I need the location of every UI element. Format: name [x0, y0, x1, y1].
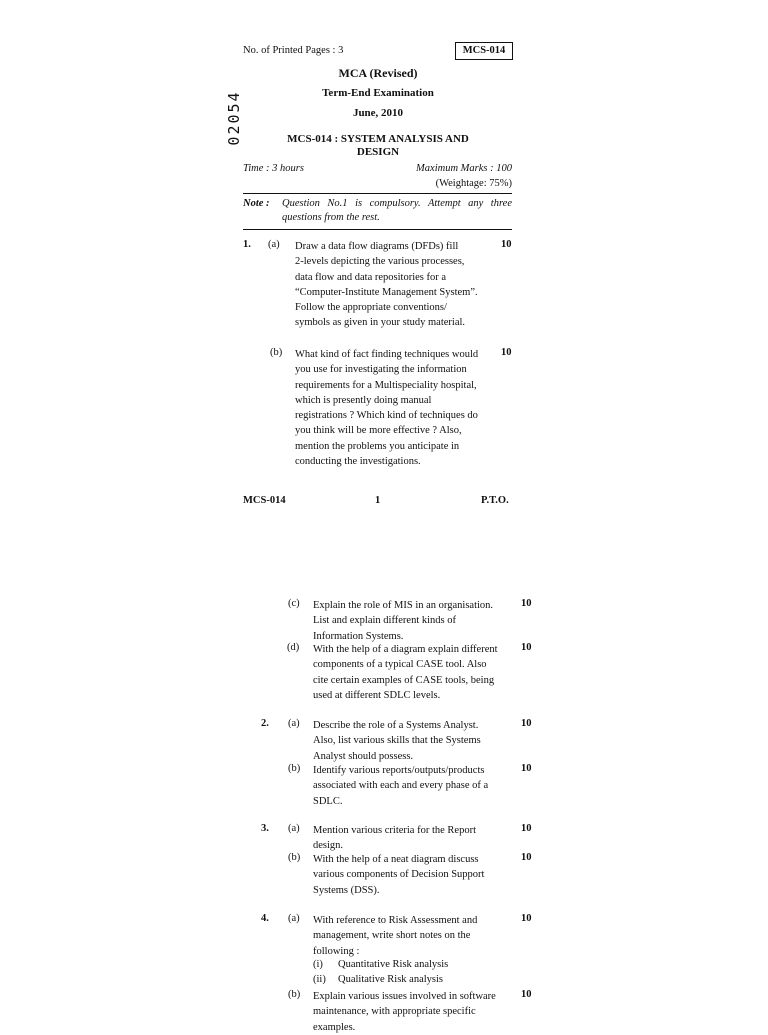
part-label: (b) [288, 989, 301, 1000]
part-label: (a) [288, 823, 300, 834]
note-line2: questions from the rest. [282, 212, 380, 223]
divider-top [243, 193, 512, 194]
sub-item-label: (ii) [313, 974, 326, 985]
question-text: With the help of a diagram explain different components of a typical CASE tool. Also cite certain examples of CASE tools, being used at different SDLC levels. [313, 644, 498, 701]
question-text: With reference to Risk Assessment and management, write short notes on the following : [313, 915, 478, 957]
question-text: What kind of fact finding techniques would you use for investigating the information requirements for a Multispeciality hospital, which is presently doing manual registrations ? Which kind of techniques do you think will be more effective ? Also, mention the problems you anticipate in conducting the investigations. [295, 349, 479, 468]
note-line1: Question No.1 is compulsory. Attempt any three [282, 198, 512, 209]
part-label: (b) [288, 852, 301, 863]
divider-bottom [243, 229, 512, 230]
weightage: (Weightage: 75%) [435, 178, 512, 189]
marks: 10 [501, 347, 512, 358]
footer-page-number: 1 [375, 495, 381, 506]
marks: 10 [521, 823, 532, 834]
exam-time: Time : 3 hours [243, 163, 304, 174]
marks: 10 [521, 852, 532, 863]
question-number: 3. [261, 823, 269, 834]
course-title-line1: MCS-014 : SYSTEM ANALYSIS AND [287, 133, 469, 145]
question-number: 2. [261, 718, 269, 729]
question-text: Draw a data flow diagrams (DFDs) fill 2-levels depicting the various processes, data flow and data repositories for a “Computer-Institute Management System”. Follow the appropriate conventions/ symbols as given in your study material. [295, 241, 478, 329]
maximum-marks: Maximum Marks : 100 [416, 163, 512, 174]
paper-code-box: MCS-014 [455, 42, 513, 60]
exam-title: Term-End Examination [322, 87, 434, 99]
question-text: Explain various issues involved in software maintenance, with appropriate specific examples. [313, 991, 496, 1033]
question-text: Describe the role of a Systems Analyst. Also, list various skills that the Systems Analyst should possess. [313, 720, 481, 762]
course-title-line2: DESIGN [356, 146, 400, 158]
side-serial-number: 02054 [225, 90, 243, 146]
sub-item-label: (i) [313, 959, 323, 970]
marks: 10 [521, 763, 532, 774]
part-label: (d) [287, 642, 300, 653]
note-label: Note : [243, 198, 270, 209]
marks: 10 [521, 913, 532, 924]
footer-code: MCS-014 [243, 495, 286, 506]
printed-pages: No. of Printed Pages : 3 [243, 45, 344, 56]
sub-item-text: Qualitative Risk analysis [338, 974, 443, 985]
question-text: Mention various criteria for the Report design. [313, 825, 476, 852]
question-number: 1. [243, 239, 251, 250]
question-number: 4. [261, 913, 269, 924]
marks: 10 [521, 642, 532, 653]
sub-item-text: Quantitative Risk analysis [338, 959, 449, 970]
part-label: (b) [270, 347, 283, 358]
question-text: With the help of a neat diagram discuss various components of Decision Support Systems (DSS). [313, 854, 485, 896]
part-label: (a) [288, 913, 300, 924]
program-title: MCA (Revised) [338, 66, 418, 80]
part-label: (a) [288, 718, 300, 729]
part-label: (c) [288, 598, 300, 609]
marks: 10 [501, 239, 512, 250]
question-text: Identify various reports/outputs/products associated with each and every phase of a SDLC. [313, 765, 489, 807]
marks: 10 [521, 718, 532, 729]
exam-session: June, 2010 [352, 107, 404, 119]
footer-pto: P.T.O. [481, 495, 509, 506]
marks: 10 [521, 989, 532, 1000]
part-label: (b) [288, 763, 301, 774]
question-text: Explain the role of MIS in an organisation. List and explain different kinds of Information Systems. [313, 600, 494, 642]
part-label: (a) [268, 239, 280, 250]
marks: 10 [521, 598, 532, 609]
